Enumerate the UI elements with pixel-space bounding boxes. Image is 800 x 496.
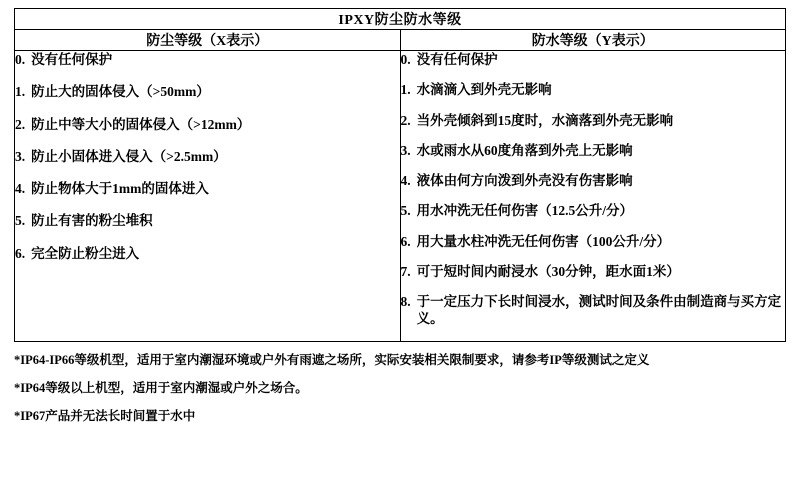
- footnote: *IP64等级以上机型，适用于室内潮湿或户外之场合。: [14, 380, 308, 395]
- list-item: [401, 142, 786, 159]
- item-number: 4.: [400, 173, 411, 189]
- footnotes: [14, 352, 786, 425]
- item-text: 用大量水柱冲洗无任何伤害（100公升/分）: [416, 233, 671, 249]
- item-text: 防止大的固体侵入（>50mm）: [31, 84, 210, 100]
- item-text: 防止小固体进入侵入（>2.5mm）: [31, 148, 227, 164]
- list-item: [15, 245, 400, 262]
- item-text: 水或雨水从60度角落到外壳上无影响: [416, 142, 633, 158]
- item-text: 于一定压力下长时间浸水，测试时间及条件由制造商与买方定义。: [416, 294, 782, 327]
- item-text: 水滴滴入到外壳无影响: [416, 82, 552, 98]
- item-number: 5.: [15, 213, 26, 229]
- item-text: 防止有害的粉尘堆积: [31, 213, 153, 229]
- list-item: [15, 51, 400, 68]
- item-number: 6.: [15, 245, 26, 261]
- footnote: *IP67产品并无法长时间置于水中: [14, 409, 196, 424]
- item-number: 6.: [400, 233, 411, 249]
- list-item: [15, 148, 400, 165]
- item-number: 8.: [400, 294, 411, 310]
- item-text: 用水冲洗无任何伤害（12.5公升/分）: [416, 203, 634, 219]
- ip-rating-document: [0, 8, 800, 496]
- item-text: 没有任何保护: [416, 52, 498, 67]
- table-header-row: [15, 30, 786, 51]
- dust-levels-cell: [15, 51, 401, 342]
- item-text: 防止中等大小的固体侵入（>12mm）: [31, 116, 251, 132]
- list-item: [401, 112, 786, 129]
- list-item: [401, 51, 786, 68]
- item-number: 0.: [15, 52, 26, 67]
- item-number: 1.: [400, 82, 411, 98]
- item-number: 3.: [15, 148, 26, 164]
- list-item: [15, 212, 400, 229]
- item-text: 防止物体大于1mm的固体进入: [31, 181, 209, 197]
- footnote: *IP64-IP66等级机型，适用于室内潮湿环境或户外有雨遮之场所，实际安装相关限制要求，请参考IP等级测试之定义: [14, 352, 650, 367]
- item-number: 4.: [15, 181, 26, 197]
- item-text: 没有任何保护: [31, 52, 113, 67]
- list-item: [401, 233, 786, 250]
- item-text: 完全防止粉尘进入: [31, 245, 140, 261]
- water-level-list: [401, 51, 786, 328]
- list-item: [401, 172, 786, 189]
- list-item: [401, 81, 786, 98]
- dust-level-list: [15, 51, 400, 262]
- list-item: [401, 293, 786, 328]
- item-text: 当外壳倾斜到15度时，水滴落到外壳无影响: [416, 112, 674, 128]
- item-number: 7.: [400, 263, 411, 279]
- item-number: 2.: [400, 112, 411, 128]
- table-title: IPXY防尘防水等级: [15, 9, 786, 30]
- list-item: [15, 180, 400, 197]
- water-levels-cell: [400, 51, 786, 342]
- item-number: 3.: [400, 142, 411, 158]
- item-number: 1.: [15, 84, 26, 100]
- ip-rating-table: [14, 8, 786, 342]
- list-item: [401, 202, 786, 219]
- column-header-dust: 防尘等级（X表示）: [15, 30, 401, 51]
- column-header-water: 防水等级（Y表示）: [400, 30, 786, 51]
- item-number: 0.: [400, 52, 411, 67]
- item-number: 2.: [15, 116, 26, 132]
- item-number: 5.: [400, 203, 411, 219]
- item-text: 液体由何方向泼到外壳没有伤害影响: [416, 173, 633, 189]
- list-item: [15, 83, 400, 100]
- list-item: [401, 263, 786, 280]
- item-text: 可于短时间内耐浸水（30分钟，距水面1米）: [416, 263, 680, 279]
- list-item: [15, 116, 400, 133]
- table-body-row: [15, 51, 786, 342]
- table-title-row: [15, 9, 786, 30]
